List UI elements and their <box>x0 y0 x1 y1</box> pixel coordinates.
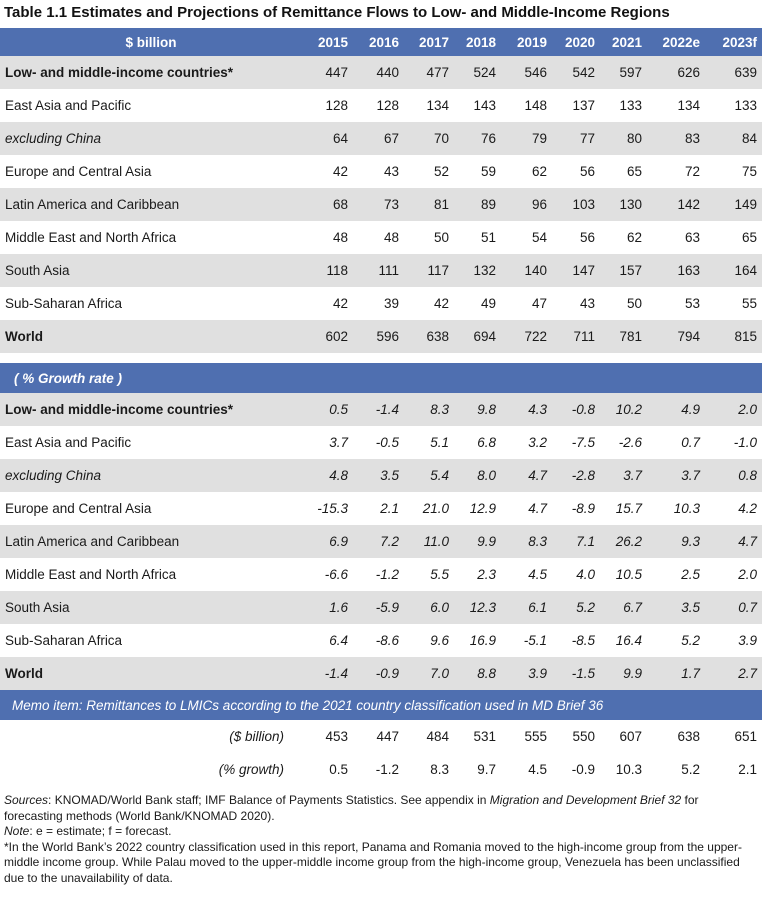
value-cell: 5.2 <box>552 591 600 624</box>
year-header: 2023f <box>705 28 762 56</box>
value-cell: 447 <box>302 56 353 89</box>
value-cell: -0.8 <box>552 393 600 426</box>
value-cell: 103 <box>552 188 600 221</box>
value-cell: 4.8 <box>302 459 353 492</box>
row-label: Latin America and Caribbean <box>0 525 302 558</box>
value-cell: 157 <box>600 254 647 287</box>
table-row <box>0 122 762 155</box>
value-cell: 9.8 <box>454 393 501 426</box>
table-row <box>0 155 762 188</box>
value-cell: -5.1 <box>523 633 547 648</box>
year-header: 2018 <box>454 28 501 56</box>
year-header: 2022e <box>647 28 705 56</box>
value-cell: 49 <box>480 296 496 311</box>
value-cell: 137 <box>572 98 595 113</box>
memo-row <box>0 720 762 753</box>
value-cell: 555 <box>524 729 547 744</box>
value-cell: 3.9 <box>738 633 757 648</box>
sources-note: Sources: KNOMAD/World Bank staff; IMF Balance of Payments Statistics. See appendix in Migration and Development Brief 32 for forecasting methods (World Bank/KNOMAD 2020). <box>4 793 699 823</box>
value-cell: 6.4 <box>329 633 348 648</box>
value-cell: 2.7 <box>705 657 762 690</box>
value-cell: 118 <box>302 254 353 287</box>
value-cell: 48 <box>332 230 348 245</box>
value-cell: 134 <box>426 98 449 113</box>
value-cell: 5.2 <box>681 633 700 648</box>
value-cell: 596 <box>353 320 404 353</box>
value-cell: 550 <box>572 729 595 744</box>
value-cell: 63 <box>684 230 700 245</box>
value-cell: 134 <box>677 98 700 113</box>
value-cell: 2.0 <box>705 393 762 426</box>
value-cell: 143 <box>473 98 496 113</box>
value-cell: -2.6 <box>618 435 642 450</box>
value-cell: 96 <box>501 188 552 221</box>
levels-section <box>0 56 762 353</box>
table-row <box>0 525 762 558</box>
value-cell: 42 <box>433 296 449 311</box>
value-cell: 73 <box>353 188 404 221</box>
value-cell: 43 <box>579 296 595 311</box>
table-row <box>0 558 762 591</box>
value-cell: 47 <box>531 296 547 311</box>
value-cell: 1.6 <box>302 591 353 624</box>
value-cell: -5.9 <box>353 591 404 624</box>
table-row <box>0 287 762 320</box>
value-cell: 5.4 <box>404 459 454 492</box>
table-row <box>0 188 762 221</box>
value-cell: 542 <box>552 56 600 89</box>
row-label: South Asia <box>0 591 302 624</box>
value-cell: 711 <box>552 320 600 353</box>
value-cell: 42 <box>332 296 348 311</box>
spacer <box>0 353 762 363</box>
memo-row <box>0 753 762 786</box>
value-cell: -2.8 <box>552 459 600 492</box>
value-cell: -1.5 <box>552 657 600 690</box>
value-cell: 10.5 <box>615 567 642 582</box>
value-cell: 54 <box>531 230 547 245</box>
value-cell: 626 <box>647 56 705 89</box>
row-label: East Asia and Pacific <box>5 98 132 113</box>
value-cell: -0.9 <box>571 762 595 777</box>
value-cell: 70 <box>404 122 454 155</box>
table-title: Table 1.1 Estimates and Projections of Remittance Flows to Low- and Middle-Income Regions <box>4 4 670 21</box>
value-cell: 147 <box>552 254 600 287</box>
value-cell: -0.5 <box>375 435 399 450</box>
value-cell: 2.0 <box>738 567 757 582</box>
memo-title: Memo item: Remittances to LMICs according to the 2021 country classification used in MD Brief 36 <box>0 690 762 720</box>
value-cell: 477 <box>404 56 454 89</box>
value-cell: 0.8 <box>705 459 762 492</box>
value-cell: 4.9 <box>647 393 705 426</box>
value-cell: 4.7 <box>705 525 762 558</box>
value-cell: 79 <box>501 122 552 155</box>
value-cell: 2.5 <box>681 567 700 582</box>
value-cell: 8.3 <box>404 393 454 426</box>
value-cell: 10.3 <box>615 762 642 777</box>
value-cell: 3.7 <box>329 435 348 450</box>
value-cell: 133 <box>619 98 642 113</box>
value-cell: 7.2 <box>353 525 404 558</box>
year-header: 2019 <box>501 28 552 56</box>
value-cell: 39 <box>383 296 399 311</box>
value-cell: 794 <box>647 320 705 353</box>
value-cell: 531 <box>473 729 496 744</box>
value-cell: 8.3 <box>430 762 449 777</box>
value-cell: 53 <box>684 296 700 311</box>
value-cell: 163 <box>647 254 705 287</box>
value-cell: 0.5 <box>302 393 353 426</box>
value-cell: 5.1 <box>430 435 449 450</box>
growth-section <box>0 393 762 690</box>
value-cell: 1.7 <box>647 657 705 690</box>
value-cell: -1.4 <box>353 393 404 426</box>
value-cell: 639 <box>705 56 762 89</box>
value-cell: 524 <box>454 56 501 89</box>
table-notes <box>4 793 756 887</box>
value-cell: 81 <box>404 188 454 221</box>
value-cell: 164 <box>705 254 762 287</box>
value-cell: 56 <box>579 230 595 245</box>
value-cell: 484 <box>426 729 449 744</box>
row-label: East Asia and Pacific <box>5 435 132 450</box>
value-cell: 26.2 <box>600 525 647 558</box>
value-cell: -1.0 <box>733 435 757 450</box>
value-cell: 11.0 <box>404 525 454 558</box>
row-label: Europe and Central Asia <box>5 164 152 179</box>
value-cell: 2.3 <box>477 567 496 582</box>
row-label: Latin America and Caribbean <box>0 188 302 221</box>
value-cell: -8.6 <box>375 633 399 648</box>
value-cell: 52 <box>433 164 449 179</box>
value-cell: 62 <box>626 230 642 245</box>
value-cell: 4.3 <box>501 393 552 426</box>
row-label: Sub-Saharan Africa <box>5 633 123 648</box>
memo-row-label: ($ billion) <box>229 729 284 744</box>
value-cell: 0.7 <box>681 435 700 450</box>
header-row <box>0 28 762 56</box>
table-row <box>0 89 762 122</box>
remittance-table <box>0 28 762 786</box>
row-label: World <box>0 320 302 353</box>
value-cell: 9.9 <box>454 525 501 558</box>
table-row <box>0 221 762 254</box>
memo-section <box>0 720 762 786</box>
value-cell: 65 <box>741 230 757 245</box>
value-cell: 65 <box>626 164 642 179</box>
value-cell: 0.5 <box>329 762 348 777</box>
value-cell: 64 <box>302 122 353 155</box>
row-label: Sub-Saharan Africa <box>5 296 123 311</box>
row-label: World <box>0 657 302 690</box>
growth-section-label: ( % Growth rate ) <box>0 363 762 393</box>
value-cell: -7.5 <box>571 435 595 450</box>
value-cell: 75 <box>741 164 757 179</box>
table-row <box>0 657 762 690</box>
value-cell: -15.3 <box>317 501 348 516</box>
growth-section-header <box>0 363 762 393</box>
row-label: excluding China <box>0 122 302 155</box>
value-cell: 149 <box>705 188 762 221</box>
value-cell: 607 <box>619 729 642 744</box>
value-cell: 9.6 <box>430 633 449 648</box>
value-cell: -6.6 <box>324 567 348 582</box>
value-cell: 6.7 <box>600 591 647 624</box>
value-cell: 4.5 <box>528 567 547 582</box>
value-cell: 651 <box>734 729 757 744</box>
value-cell: 8.0 <box>454 459 501 492</box>
table-row <box>0 492 762 525</box>
value-cell: 50 <box>433 230 449 245</box>
value-cell: 50 <box>626 296 642 311</box>
value-cell: 67 <box>353 122 404 155</box>
value-cell: 56 <box>579 164 595 179</box>
value-cell: 4.7 <box>501 459 552 492</box>
value-cell: 5.2 <box>681 762 700 777</box>
value-cell: 84 <box>705 122 762 155</box>
table-row <box>0 624 762 657</box>
value-cell: 8.8 <box>454 657 501 690</box>
value-cell: 440 <box>353 56 404 89</box>
value-cell: 3.9 <box>501 657 552 690</box>
value-cell: 68 <box>302 188 353 221</box>
value-cell: 0.7 <box>705 591 762 624</box>
value-cell: 15.7 <box>615 501 642 516</box>
footnote: *In the World Bank’s 2022 country classification used in this report, Panama and Romania moved to the high-income group from the upper-middle income group. While Palau moved to the upper-middle income group from the high-income group, Venezuela has been unclassified due to the unavailability of data. <box>4 839 742 885</box>
value-cell: 9.9 <box>600 657 647 690</box>
value-cell: 133 <box>734 98 757 113</box>
memo-row-label: (% growth) <box>218 762 284 777</box>
memo-header <box>0 690 762 720</box>
header-label: $ billion <box>0 28 302 56</box>
value-cell: 142 <box>647 188 705 221</box>
value-cell: 3.5 <box>353 459 404 492</box>
value-cell: 140 <box>501 254 552 287</box>
row-label: Low- and middle-income countries* <box>0 56 302 89</box>
value-cell: -1.4 <box>302 657 353 690</box>
table-row <box>0 393 762 426</box>
value-cell: 21.0 <box>422 501 449 516</box>
value-cell: 694 <box>454 320 501 353</box>
value-cell: 638 <box>677 729 700 744</box>
value-cell: 3.7 <box>647 459 705 492</box>
value-cell: 111 <box>353 254 404 287</box>
value-cell: 6.0 <box>404 591 454 624</box>
value-cell: 4.7 <box>528 501 547 516</box>
value-cell: 2.1 <box>380 501 399 516</box>
year-header: 2017 <box>404 28 454 56</box>
value-cell: 89 <box>454 188 501 221</box>
value-cell: -1.2 <box>375 762 399 777</box>
value-cell: 12.3 <box>454 591 501 624</box>
year-header: 2020 <box>552 28 600 56</box>
value-cell: 5.5 <box>430 567 449 582</box>
year-header: 2016 <box>353 28 404 56</box>
table-row <box>0 56 762 89</box>
value-cell: 48 <box>383 230 399 245</box>
estimate-note: Note: e = estimate; f = forecast. <box>4 824 172 839</box>
table-row <box>0 459 762 492</box>
value-cell: 12.9 <box>469 501 496 516</box>
value-cell: 10.3 <box>673 501 700 516</box>
value-cell: 9.3 <box>647 525 705 558</box>
value-cell: 2.1 <box>738 762 757 777</box>
value-cell: 638 <box>404 320 454 353</box>
value-cell: 62 <box>531 164 547 179</box>
row-label: Europe and Central Asia <box>5 501 152 516</box>
value-cell: 128 <box>376 98 399 113</box>
value-cell: 117 <box>404 254 454 287</box>
value-cell: 128 <box>325 98 348 113</box>
row-label: Middle East and North Africa <box>5 230 177 245</box>
value-cell: 4.2 <box>738 501 757 516</box>
value-cell: 55 <box>741 296 757 311</box>
value-cell: 722 <box>501 320 552 353</box>
value-cell: 42 <box>332 164 348 179</box>
value-cell: 453 <box>325 729 348 744</box>
value-cell: 9.7 <box>477 762 496 777</box>
value-cell: 3.5 <box>647 591 705 624</box>
value-cell: 602 <box>302 320 353 353</box>
row-label: Middle East and North Africa <box>5 567 177 582</box>
value-cell: 6.8 <box>477 435 496 450</box>
row-label: excluding China <box>0 459 302 492</box>
value-cell: 148 <box>524 98 547 113</box>
year-header: 2015 <box>302 28 353 56</box>
value-cell: 4.5 <box>528 762 547 777</box>
value-cell: -8.5 <box>571 633 595 648</box>
value-cell: 4.0 <box>576 567 595 582</box>
value-cell: 546 <box>501 56 552 89</box>
value-cell: 597 <box>600 56 647 89</box>
value-cell: 16.9 <box>469 633 496 648</box>
value-cell: 6.1 <box>501 591 552 624</box>
value-cell: 77 <box>552 122 600 155</box>
value-cell: 51 <box>480 230 496 245</box>
value-cell: 781 <box>600 320 647 353</box>
value-cell: 59 <box>480 164 496 179</box>
row-label: South Asia <box>0 254 302 287</box>
table-row <box>0 426 762 459</box>
table-row <box>0 320 762 353</box>
value-cell: -1.2 <box>375 567 399 582</box>
value-cell: 7.0 <box>404 657 454 690</box>
value-cell: 6.9 <box>302 525 353 558</box>
value-cell: 7.1 <box>552 525 600 558</box>
value-cell: 76 <box>454 122 501 155</box>
value-cell: 132 <box>454 254 501 287</box>
value-cell: 447 <box>376 729 399 744</box>
value-cell: 3.7 <box>600 459 647 492</box>
value-cell: -8.9 <box>571 501 595 516</box>
value-cell: 130 <box>600 188 647 221</box>
value-cell: 8.3 <box>501 525 552 558</box>
table-row <box>0 254 762 287</box>
value-cell: 16.4 <box>615 633 642 648</box>
value-cell: 10.2 <box>600 393 647 426</box>
value-cell: 43 <box>383 164 399 179</box>
table-row <box>0 591 762 624</box>
value-cell: 83 <box>647 122 705 155</box>
value-cell: -0.9 <box>353 657 404 690</box>
value-cell: 72 <box>684 164 700 179</box>
value-cell: 3.2 <box>528 435 547 450</box>
value-cell: 80 <box>600 122 647 155</box>
value-cell: 815 <box>705 320 762 353</box>
year-header: 2021 <box>600 28 647 56</box>
row-label: Low- and middle-income countries* <box>0 393 302 426</box>
